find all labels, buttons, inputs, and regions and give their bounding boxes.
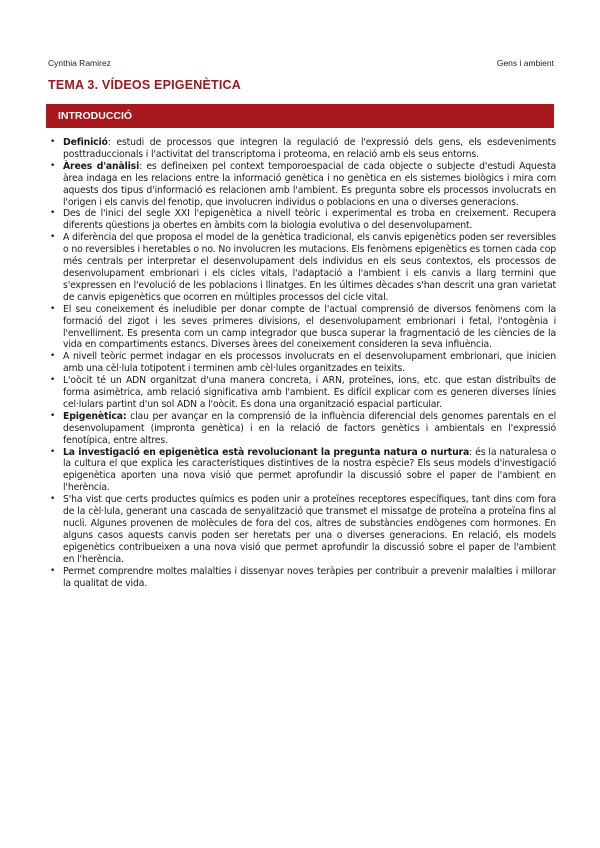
list-item-term: La investigació en epigenètica està revolucionant la pregunta natura o nurtura xyxy=(63,446,470,458)
list-item xyxy=(48,411,556,447)
bullet-icon: • xyxy=(50,565,56,576)
bullet-icon: • xyxy=(50,494,56,505)
list-item-text: : es defineixen pel context temporoespacial de cada objecte o subjecte d'estudi Aquesta àrea indaga en les relacions entre la informació genètica i no genètica en els sistemes biològics i mira com aquests dos tipus d'informació es relacionen amb l'ambient. Es pregunta sobre els processos involucrats en l'origen i els canvis del fenotip, que involucren individus o poblacions en una o diverses generacions. xyxy=(63,160,557,208)
list-item xyxy=(48,375,556,411)
header-author: Cynthia Ramirez xyxy=(48,58,111,68)
bullet-icon: • xyxy=(50,232,56,243)
list-item xyxy=(48,137,556,161)
bullet-icon: • xyxy=(50,303,56,314)
list-item-text: clau per avançar en la comprensió de la influència diferencial dels genomes parentals en el desenvolupament (impronta genètica) i en la relació de factors genètics i ambientals en l'expressió fenotípica, entre altres. xyxy=(63,410,556,446)
header-subject: Gens i ambient xyxy=(496,58,554,68)
list-item-text: El seu coneixement és ineludible per donar compte de l'actual comprensió de diversos fenòmens com la formació del zigot i les seves primeres divisions, el desenvolupament embrionari i fetal, l'ontogènia i l'envelliment. Es presenta com un camp integrador que busca superar la fragmentació de les ciències de la vida en compartiments estancs. Diverses àrees del coneixement consideren la seva influència. xyxy=(63,303,556,351)
list-item-text: L'oòcit té un ADN organitzat d'una manera concreta, i ARN, proteïnes, ions, etc. que estan distribuïts de forma asimètrica, amb relació significativa amb l'ambient. Es difícil explicar com es generen diverses línies cel·lulars partint d'un sol ADN a l'oòcit. Es dona una organització espacial particular. xyxy=(63,375,556,410)
list-item-term: Definició xyxy=(63,137,108,148)
list-item-text: : és la naturalesa o la cultura el que explica les característiques distintives de la nostra espècie? Els seus models d'investigació epigenètica aporten una nova visió que permet aprofundir la discussió sobre el paper de l'ambient en l'herència. xyxy=(63,446,556,494)
list-item-text: Des de l'inici del segle XXI l'epigenètica a nivell teòric i experimental es troba en creixement. Recupera diferents qüestions ja obertes en àmbits com la biologia evolutiva o del desenvolupament. xyxy=(63,208,556,232)
list-item xyxy=(48,447,556,495)
bullet-icon: • xyxy=(50,137,56,147)
list-item-term: Àrees d'anàlisi xyxy=(63,160,140,172)
list-item xyxy=(48,304,556,352)
bullet-icon: • xyxy=(50,446,56,457)
section-heading: INTRODUCCIÓ xyxy=(58,110,133,122)
section-heading-bar xyxy=(46,104,554,128)
list-item-term: Epigenètica: xyxy=(63,410,127,422)
page-title: TEMA 3. VÍDEOS EPIGENÈTICA xyxy=(48,78,241,92)
list-item xyxy=(48,161,556,209)
list-item xyxy=(48,232,556,303)
list-item-text: A nivell teòric permet indagar en els processos involucrats en el desenvolupament embrionari, que inicien amb una cèl·lula totipotent i terminen amb cèl·lules organitzades en teixits. xyxy=(63,351,556,375)
list-item-text: Permet comprendre moltes malalties i dissenyar noves teràpies per contribuir a prevenir malalties i millorar la qualitat de vida. xyxy=(63,565,556,589)
list-item-text: A diferència del que proposa el model de la genètica tradicional, els canvis epigenètics poden ser reversibles o no reversibles i heretables o no. No involucren les mutacions. Els fenòmens epigenètics es tornen cada cop més centrals per interpretar el desenvolupament dels individus en els seus contextos, els processos de desenvolupament embrionari i els cicles vitals, l'adaptació a l'ambient i els canvis a llarg termini que s'expressen en l'evolució de les poblacions i llinatges. En les últimes dècades s'han descrit una gran varietat de canvis epigenètics que ocorren en múltiples processos del cicle vital. xyxy=(63,232,556,303)
bullet-list xyxy=(48,137,556,589)
list-item xyxy=(48,351,556,375)
bullet-icon: • xyxy=(50,410,56,421)
list-item xyxy=(48,566,556,590)
bullet-icon: • xyxy=(50,351,56,362)
list-item xyxy=(48,494,556,565)
content-area xyxy=(48,137,556,589)
list-item-text: S'ha vist que certs productes químics es poden unir a proteïnes receptores específiques, tant dins com fora de la cèl·lula, generant una cascada de senyalització que transmet el missatge de proteïna a proteïna fins al nucli. Algunes provenen de molècules de fora del cos, altres de substàncies endògenes com hormones. En alguns casos aquests canvis poden ser heretats per una o diverses generacions. En relació, els models epigenètics contribueixen a una nova visió que permet aprofundir la discussió sobre el paper de l'ambient en l'herència. xyxy=(63,494,556,565)
list-item xyxy=(48,208,556,232)
bullet-icon: • xyxy=(50,208,56,219)
bullet-icon: • xyxy=(50,375,56,386)
bullet-icon: • xyxy=(50,160,56,171)
list-item-text: : estudi de processos que integren la regulació de l'expressió dels gens, els esdeveniments posttraduccionals i l'activitat del transcriptoma i proteoma, en relació amb els seus entorns. xyxy=(63,137,556,160)
